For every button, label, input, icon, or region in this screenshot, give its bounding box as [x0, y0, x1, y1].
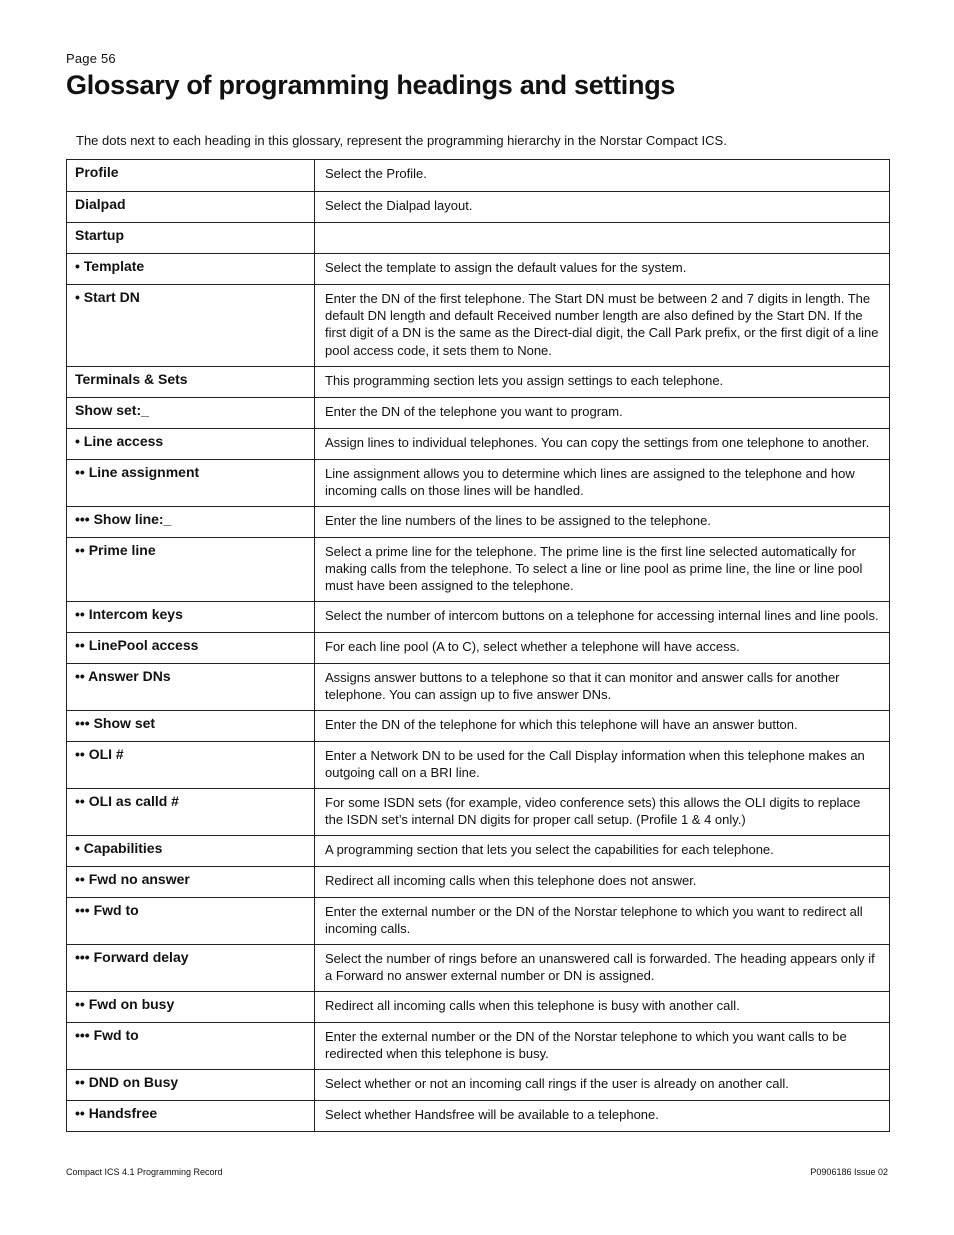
- description-cell: Select the template to assign the default values for the system.: [315, 254, 890, 285]
- table-row: [67, 538, 890, 602]
- table-row: [67, 602, 890, 633]
- heading-cell: • Template: [67, 254, 315, 285]
- table-row: [67, 867, 890, 898]
- heading-cell: Startup: [67, 223, 315, 254]
- heading-cell: ••• Show set: [67, 711, 315, 742]
- heading-cell: •• Intercom keys: [67, 602, 315, 633]
- heading-cell: Dialpad: [67, 192, 315, 223]
- description-cell: Line assignment allows you to determine which lines are assigned to the telephone and how incoming calls on those lines will be handled.: [315, 460, 890, 507]
- table-row: [67, 1101, 890, 1132]
- description-cell: Redirect all incoming calls when this telephone is busy with another call.: [315, 992, 890, 1023]
- table-row: [67, 254, 890, 285]
- table-row: [67, 460, 890, 507]
- table-row: [67, 1070, 890, 1101]
- table-row: [67, 742, 890, 789]
- table-row: [67, 160, 890, 192]
- heading-cell: • Line access: [67, 429, 315, 460]
- heading-cell: Show set:_: [67, 398, 315, 429]
- description-cell: Enter the DN of the telephone you want to program.: [315, 398, 890, 429]
- description-cell: Select the Profile.: [315, 160, 890, 192]
- heading-cell: Profile: [67, 160, 315, 192]
- description-cell: Select the Dialpad layout.: [315, 192, 890, 223]
- page-number: Page 56: [66, 51, 116, 66]
- heading-cell: •• Answer DNs: [67, 664, 315, 711]
- description-cell: Assign lines to individual telephones. You can copy the settings from one telephone to another.: [315, 429, 890, 460]
- heading-cell: •• Prime line: [67, 538, 315, 602]
- description-cell: Enter a Network DN to be used for the Call Display information when this telephone makes an outgoing call on a BRI line.: [315, 742, 890, 789]
- heading-cell: •• Line assignment: [67, 460, 315, 507]
- description-cell: Select whether or not an incoming call rings if the user is already on another call.: [315, 1070, 890, 1101]
- heading-cell: •• LinePool access: [67, 633, 315, 664]
- description-cell: Select the number of intercom buttons on a telephone for accessing internal lines and line pools.: [315, 602, 890, 633]
- description-cell: Redirect all incoming calls when this telephone does not answer.: [315, 867, 890, 898]
- footer-document-number: P0906186 Issue 02: [810, 1167, 888, 1177]
- description-cell: For some ISDN sets (for example, video conference sets) this allows the OLI digits to replace the ISDN set’s internal DN digits for proper call setup. (Profile 1 & 4 only.): [315, 789, 890, 836]
- description-cell: Select the number of rings before an unanswered call is forwarded. The heading appears only if a Forward no answer external number or DN is assigned.: [315, 945, 890, 992]
- description-cell: Assigns answer buttons to a telephone so that it can monitor and answer calls for another telephone. You can assign up to five answer DNs.: [315, 664, 890, 711]
- heading-cell: ••• Show line:_: [67, 507, 315, 538]
- description-cell: A programming section that lets you select the capabilities for each telephone.: [315, 836, 890, 867]
- heading-cell: ••• Fwd to: [67, 898, 315, 945]
- description-cell: Select a prime line for the telephone. The prime line is the first line selected automatically for making calls from the telephone. To select a line or line pool as prime line, the line or line pool must have been assigned to the telephone.: [315, 538, 890, 602]
- table-row: [67, 992, 890, 1023]
- heading-cell: •• DND on Busy: [67, 1070, 315, 1101]
- table-row: [67, 429, 890, 460]
- heading-cell: ••• Fwd to: [67, 1023, 315, 1070]
- table-row: [67, 633, 890, 664]
- description-cell: This programming section lets you assign settings to each telephone.: [315, 367, 890, 398]
- glossary-table: [66, 159, 890, 1132]
- heading-cell: •• Handsfree: [67, 1101, 315, 1132]
- intro-text: The dots next to each heading in this glossary, represent the programming hierarchy in the Norstar Compact ICS.: [76, 133, 727, 148]
- description-cell: For each line pool (A to C), select whether a telephone will have access.: [315, 633, 890, 664]
- table-row: [67, 836, 890, 867]
- heading-cell: Terminals & Sets: [67, 367, 315, 398]
- heading-cell: • Start DN: [67, 285, 315, 367]
- table-row: [67, 507, 890, 538]
- table-row: [67, 664, 890, 711]
- table-row: [67, 367, 890, 398]
- table-row: [67, 285, 890, 367]
- table-row: [67, 223, 890, 254]
- footer-document-title: Compact ICS 4.1 Programming Record: [66, 1167, 223, 1177]
- table-row: [67, 789, 890, 836]
- heading-cell: •• OLI as calld #: [67, 789, 315, 836]
- heading-cell: • Capabilities: [67, 836, 315, 867]
- heading-cell: ••• Forward delay: [67, 945, 315, 992]
- heading-cell: •• Fwd on busy: [67, 992, 315, 1023]
- table-row: [67, 1023, 890, 1070]
- heading-cell: •• Fwd no answer: [67, 867, 315, 898]
- table-row: [67, 945, 890, 992]
- description-cell: Enter the external number or the DN of the Norstar telephone to which you want to redirect all incoming calls.: [315, 898, 890, 945]
- table-row: [67, 711, 890, 742]
- description-cell: Enter the DN of the telephone for which this telephone will have an answer button.: [315, 711, 890, 742]
- description-cell: Enter the line numbers of the lines to be assigned to the telephone.: [315, 507, 890, 538]
- description-cell: Enter the DN of the first telephone. The Start DN must be between 2 and 7 digits in length. The default DN length and default Received number length are also defined by the Start DN. If the first digit of a DN is the same as the Direct-dial digit, the Call Park prefix, or the first digit of a line pool access code, it sets them to None.: [315, 285, 890, 367]
- table-row: [67, 398, 890, 429]
- table-row: [67, 192, 890, 223]
- description-cell: Select whether Handsfree will be available to a telephone.: [315, 1101, 890, 1132]
- heading-cell: •• OLI #: [67, 742, 315, 789]
- description-cell: Enter the external number or the DN of the Norstar telephone to which you want calls to be redirected when this telephone is busy.: [315, 1023, 890, 1070]
- page-title: Glossary of programming headings and settings: [66, 70, 676, 100]
- description-cell: [315, 223, 890, 254]
- table-row: [67, 898, 890, 945]
